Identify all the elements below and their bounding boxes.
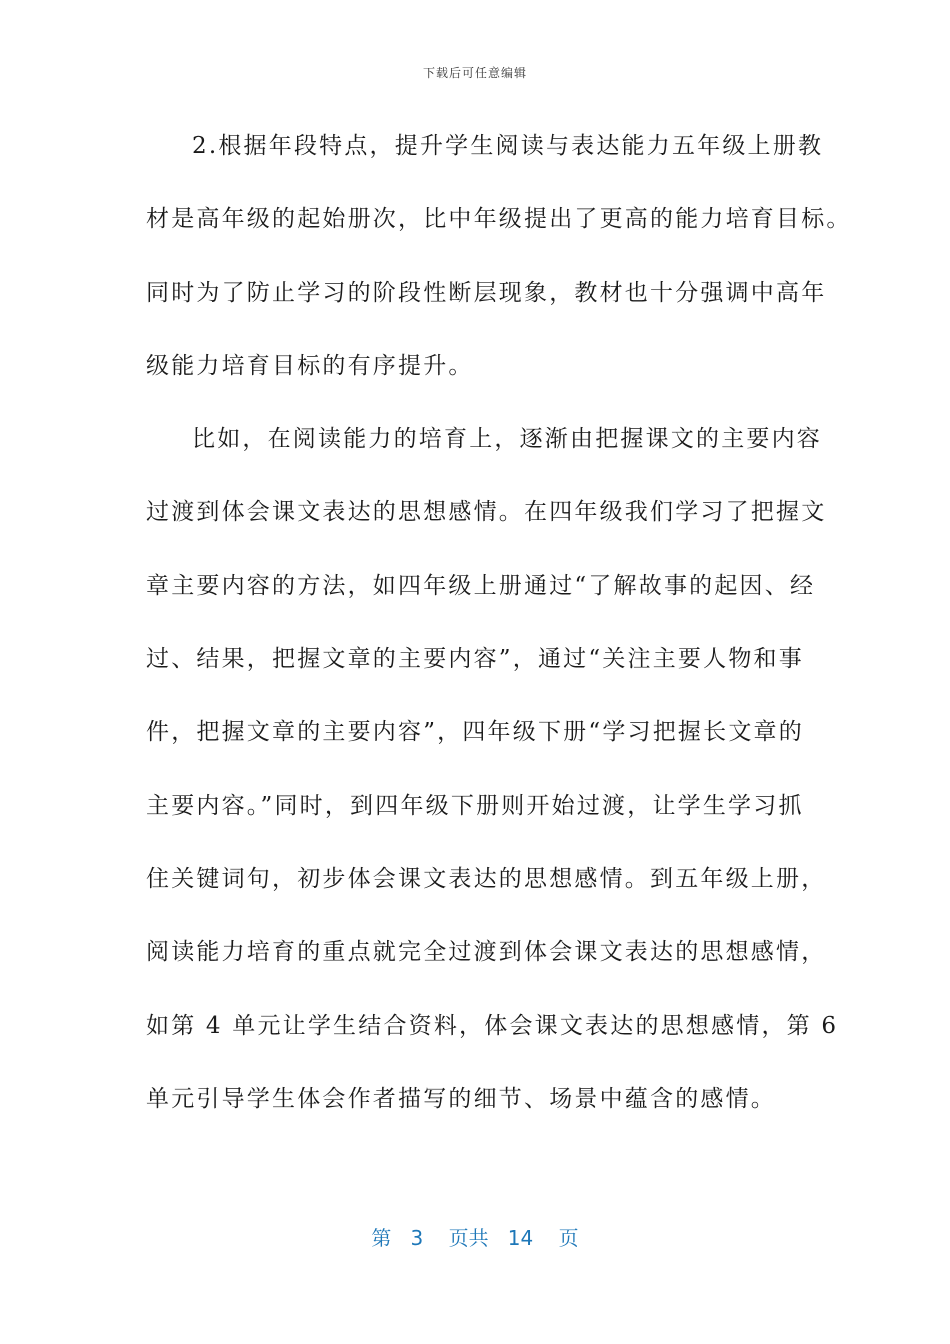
footer-middle: 页共 [448,1226,489,1250]
footer-prefix: 第 [371,1226,392,1250]
paragraph-line: 主要内容。”同时，到四年级下册则开始过渡，让学生学习抓 [146,792,804,819]
paragraph-line: 过渡到体会课文表达的思想感情。在四年级我们学习了把握文 [146,499,827,526]
paragraph-line: 阅读能力培育的重点就完全过渡到体会课文表达的思想感情， [146,939,827,966]
paragraph-line: 过、结果，把握文章的主要内容”，通过“关注主要人物和事 [146,646,804,673]
page-number-footer [0,1222,950,1251]
paragraph-2 [146,403,839,1136]
paragraph-line: 章主要内容的方法，如四年级上册通过“了解故事的起因、经 [146,572,816,599]
footer-suffix: 页 [558,1226,579,1250]
paragraph-line: 级能力培育目标的有序提升。 [146,352,474,379]
total-pages-number: 14 [507,1226,534,1250]
paragraph-line: 比如，在阅读能力的培育上，逐渐由把握课文的主要内容 [192,426,822,453]
paragraph-line: 住关键词句，初步体会课文表达的思想感情。到五年级上册， [146,865,827,892]
paragraph-line: 件，把握文章的主要内容”，四年级下册“学习把握长文章的 [146,719,804,746]
document-body [146,110,852,1136]
paragraph-line: 单元引导学生体会作者描写的细节、场景中蕴含的感情。 [146,1085,776,1112]
paragraph-line: 2.根据年段特点，提升学生阅读与表达能力五年级上册教 [192,133,824,159]
page-header-note: 下载后可任意编辑 [422,66,527,80]
current-page-number: 3 [410,1226,424,1250]
paragraph-line: 材是高年级的起始册次，比中年级提出了更高的能力培育目标。 [146,206,852,233]
paragraph-line: 同时为了防止学习的阶段性断层现象，教材也十分强调中高年 [146,279,827,306]
paragraph-1 [146,110,852,403]
paragraph-line: 如第 4 单元让学生结合资料，体会课文表达的思想感情，第 6 [146,1012,839,1039]
